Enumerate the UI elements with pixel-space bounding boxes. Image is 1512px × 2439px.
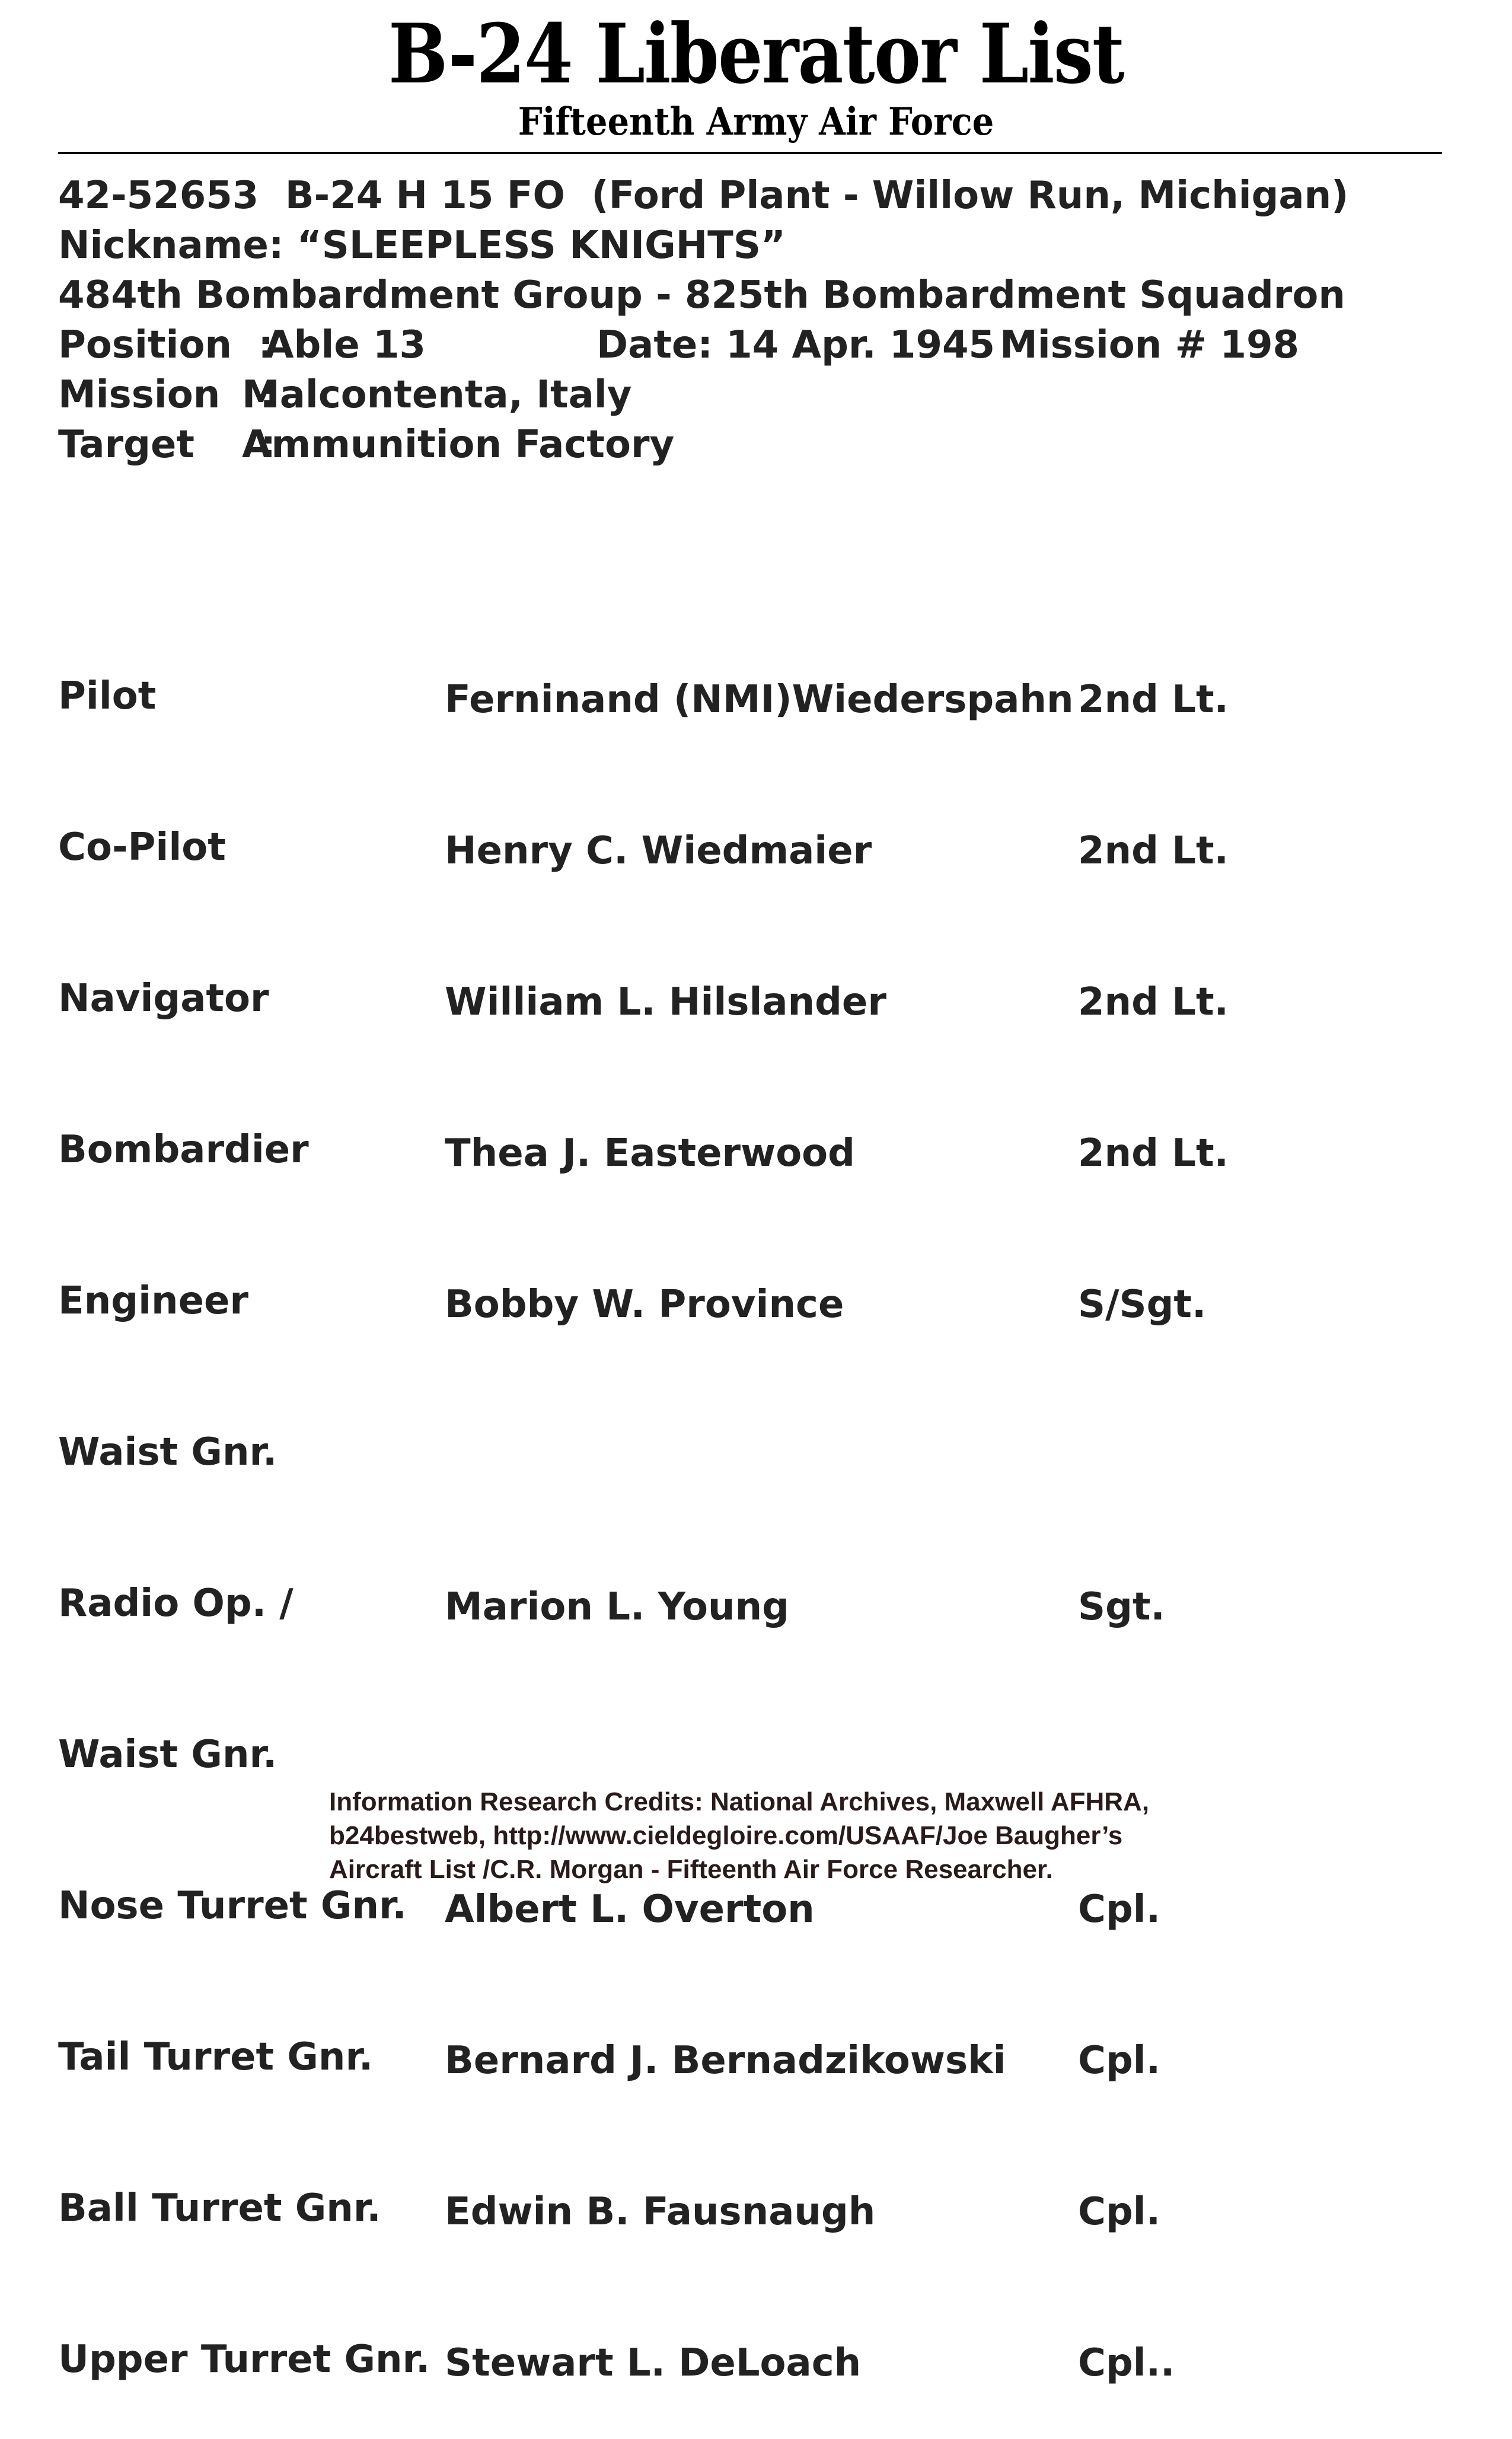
crew-position: Nose Turret Gnr. bbox=[58, 1884, 407, 1928]
mission-number: Mission # 198 bbox=[1000, 323, 1300, 367]
crew-name: Bernard J. Bernadzikowski bbox=[445, 2039, 1006, 2083]
crew-position: Tail Turret Gnr. bbox=[58, 2035, 374, 2079]
crew-position: Radio Op. / bbox=[58, 1582, 294, 1625]
page-subtitle: Fifteenth Army Air Force bbox=[518, 100, 994, 144]
crew-position: Bombardier bbox=[58, 1128, 309, 1172]
crew-name: Bobby W. Province bbox=[445, 1283, 844, 1327]
crew-rank: Cpl.. bbox=[1078, 2341, 1175, 2385]
position-value: Able 13 bbox=[264, 323, 426, 367]
position-label: Position : bbox=[58, 323, 274, 367]
crew-name: Henry C. Wiedmaier bbox=[445, 829, 872, 873]
group-line: 484th Bombardment Group - 825th Bombardment Squadron bbox=[58, 273, 1345, 317]
crew-name: Ferninand (NMI)Wiederspahn bbox=[445, 678, 1074, 722]
crew-position: Co-Pilot bbox=[58, 825, 226, 869]
crew-name bbox=[445, 1733, 1074, 1784]
mission-label: Mission : bbox=[58, 373, 275, 417]
target-label: Target : bbox=[58, 423, 276, 467]
crew-rank bbox=[1078, 1431, 1229, 1481]
crew-rank: 2nd Lt. bbox=[1078, 678, 1229, 722]
crew-rank bbox=[1078, 1733, 1229, 1784]
crew-name: Marion L. Young bbox=[445, 1585, 789, 1629]
crew-position: Waist Gnr. bbox=[58, 1430, 277, 1474]
crew-rank: 2nd Lt. bbox=[1078, 980, 1229, 1024]
crew-ranks-column bbox=[1078, 574, 1229, 2439]
crew-name: Edwin B. Fausnaugh bbox=[445, 2190, 876, 2234]
crew-names-column bbox=[445, 574, 1074, 2439]
crew-rank: S/Sgt. bbox=[1078, 1283, 1207, 1327]
crew-positions-column bbox=[58, 570, 430, 2435]
crew-rank: Cpl. bbox=[1078, 2190, 1161, 2234]
crew-rank: 2nd Lt. bbox=[1078, 829, 1229, 873]
crew-rank: 2nd Lt. bbox=[1078, 1131, 1229, 1175]
crew-name: Albert L. Overton bbox=[445, 1888, 815, 1931]
crew-rank: Sgt. bbox=[1078, 1585, 1165, 1629]
mission-date: Date: 14 Apr. 1945 bbox=[596, 323, 996, 367]
crew-position: Engineer bbox=[58, 1279, 248, 1323]
target-value: Ammunition Factory bbox=[242, 423, 675, 467]
research-credits: Information Research Credits: National Archives, Maxwell AFHRA, b24bestweb, http://www.cieldegloire.com/USAAF/Joe Baugher’s Aircraft List /C.R. Morgan - Fifteenth Air Force Researcher. bbox=[329, 1787, 1150, 1884]
crew-name: William L. Hilslander bbox=[445, 980, 886, 1024]
crew-rank: Cpl. bbox=[1078, 2039, 1161, 2083]
crew-position: Waist Gnr. bbox=[58, 1733, 277, 1777]
crew-name: Thea J. Easterwood bbox=[445, 1131, 855, 1175]
crew-name: Stewart L. DeLoach bbox=[445, 2341, 862, 2385]
crew-position: Ball Turret Gnr. bbox=[58, 2186, 381, 2230]
nickname-line: Nickname: “SLEEPLESS KNIGHTS” bbox=[58, 224, 786, 267]
header-divider bbox=[58, 152, 1442, 154]
crew-position: Pilot bbox=[58, 674, 157, 718]
crew-rank: Cpl. bbox=[1078, 1888, 1161, 1931]
crew-position: Upper Turret Gnr. bbox=[58, 2338, 430, 2381]
mission-value: Malcontenta, Italy bbox=[242, 373, 632, 417]
crew-position: Navigator bbox=[58, 977, 269, 1021]
crew-name bbox=[445, 1431, 1074, 1481]
page-title: B-24 Liberator List bbox=[388, 5, 1124, 102]
serial-line: 42-52653 B-24 H 15 FO (Ford Plant - Willow Run, Michigan) bbox=[58, 174, 1349, 218]
